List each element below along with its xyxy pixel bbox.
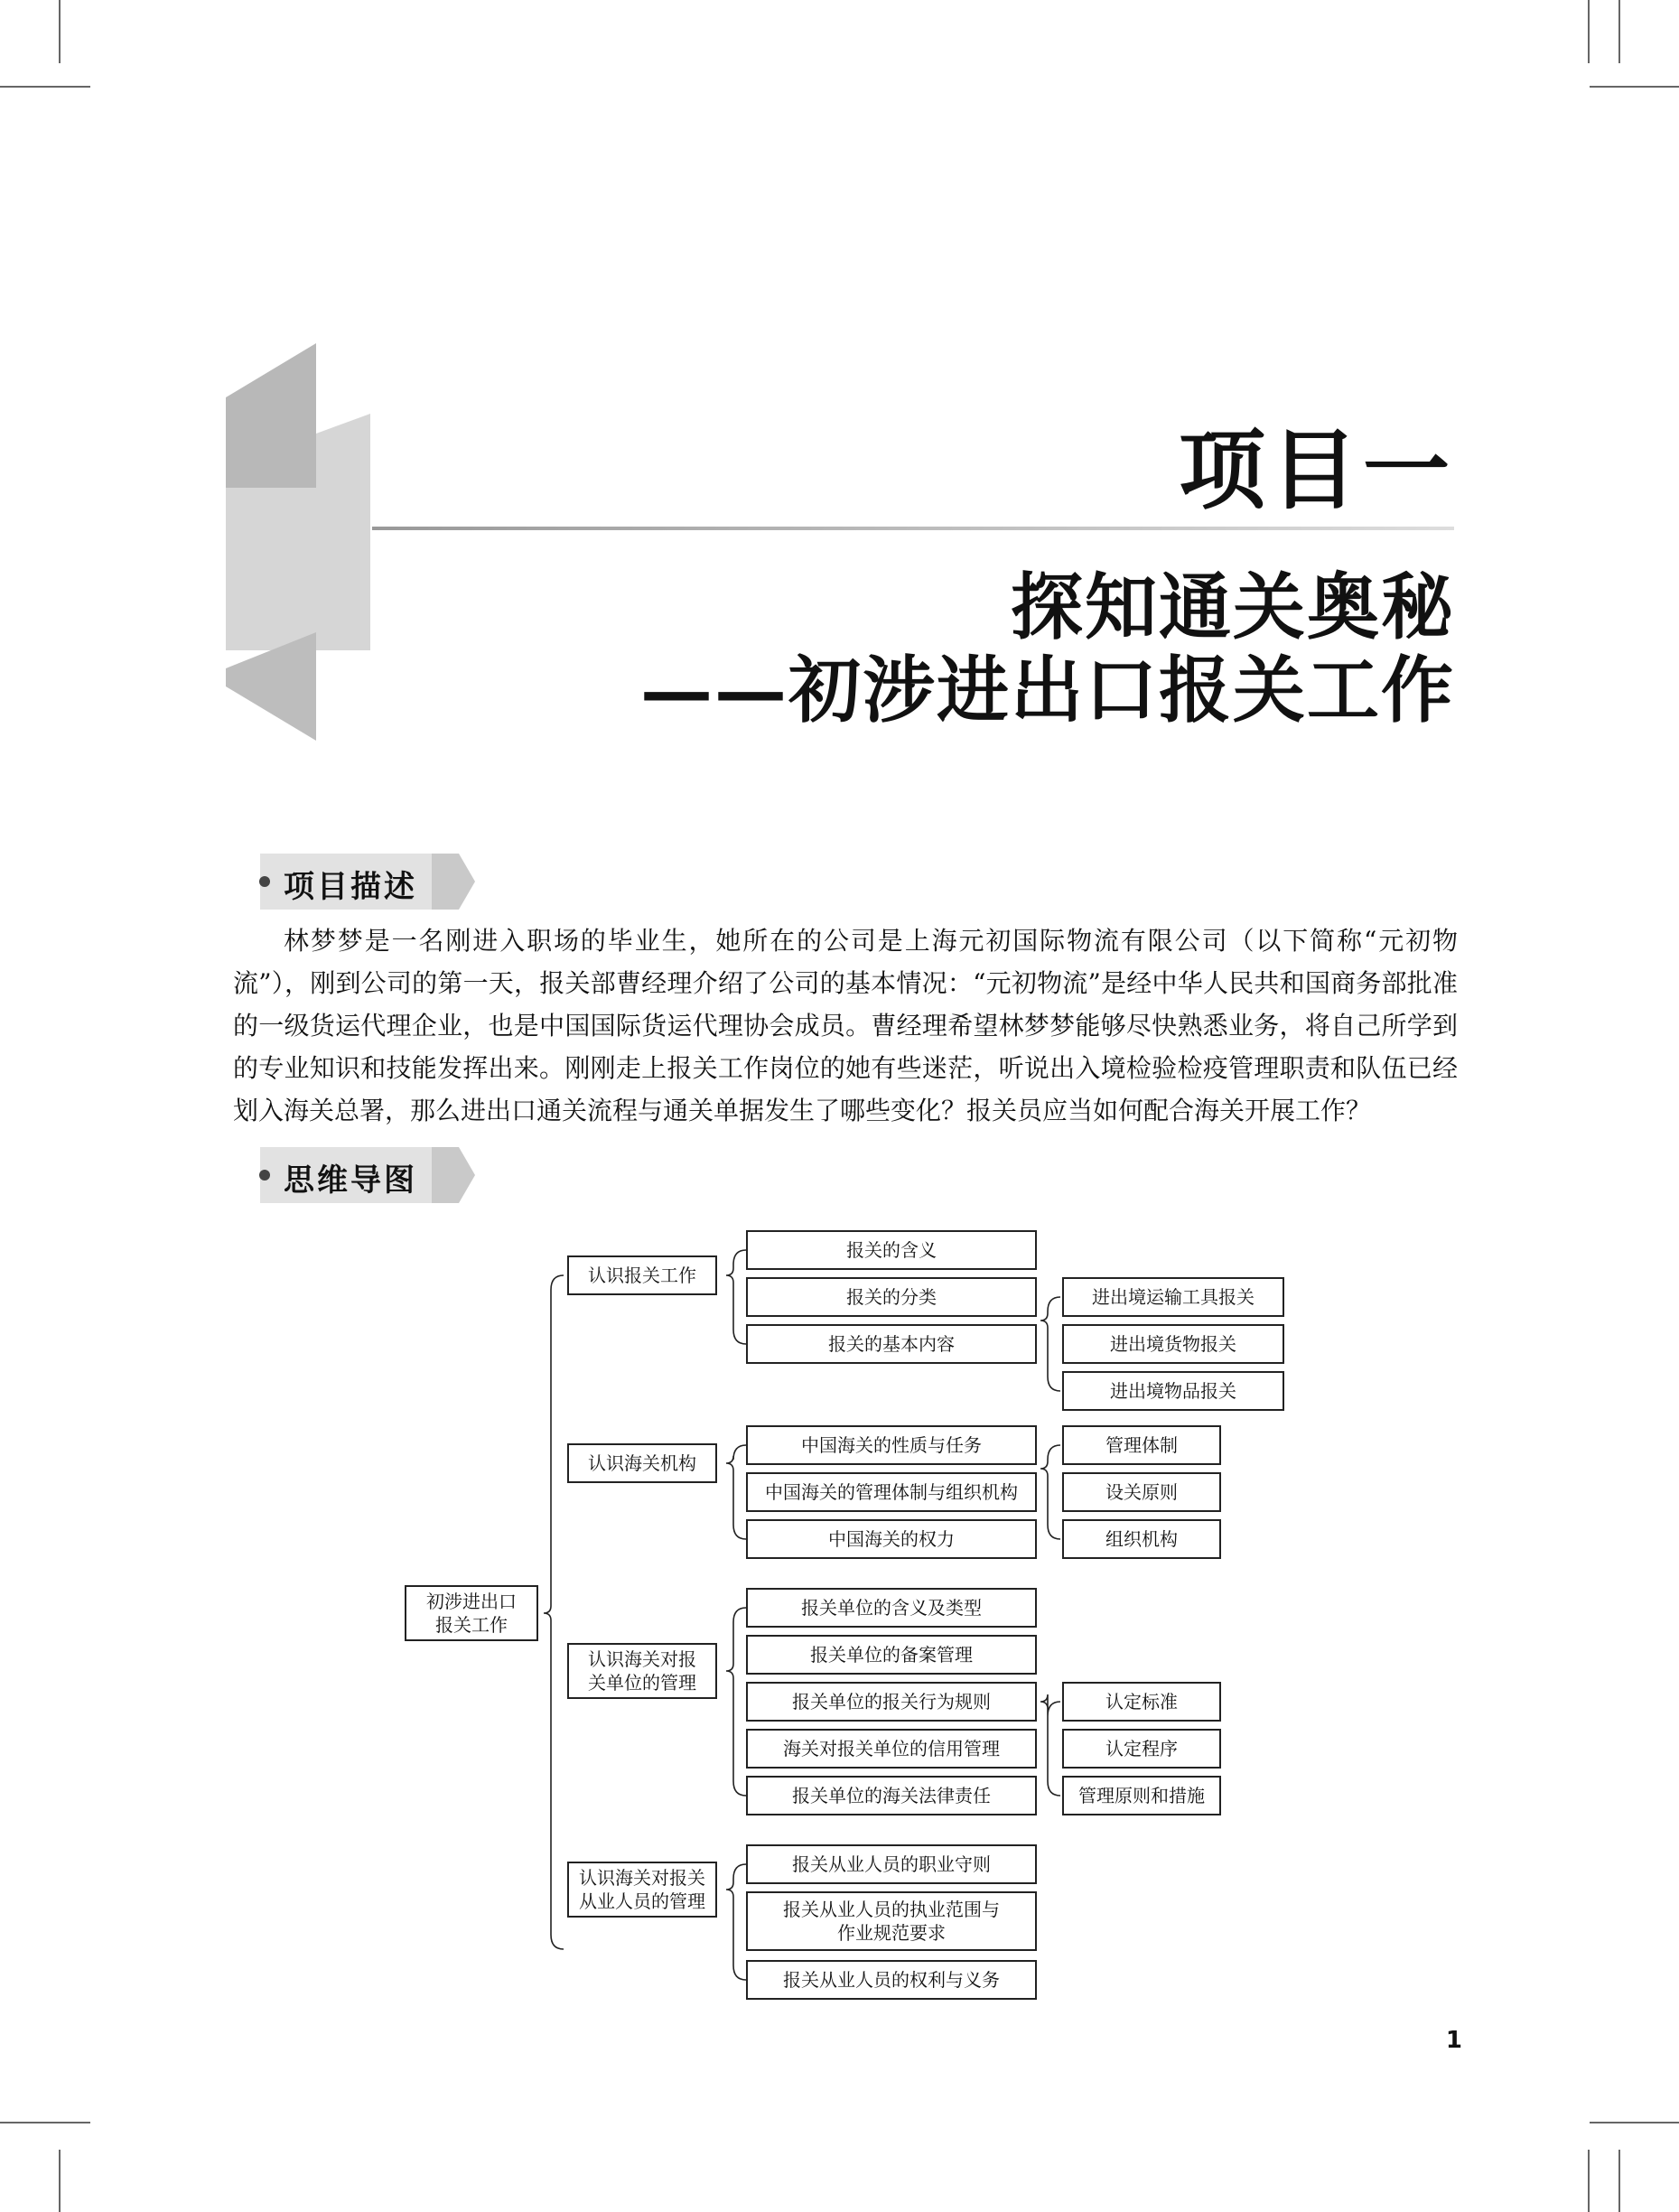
mindmap-child-node: 报关的含义 xyxy=(746,1230,1037,1270)
project-number: 项目一 xyxy=(1179,419,1455,521)
mindmap-child-node: 报关从业人员的权利与义务 xyxy=(746,1960,1037,2000)
section-heading-description: 项目描述 xyxy=(284,869,417,905)
page-number: 1 xyxy=(1445,2027,1462,2054)
bracket-connector xyxy=(726,1445,746,1539)
mindmap-child-node: 报关从业人员的职业守则 xyxy=(746,1844,1037,1884)
mindmap-child-node: 中国海关的性质与任务 xyxy=(746,1425,1037,1465)
bracket-connector xyxy=(726,1864,746,1980)
mindmap-branch-node: 认识海关对报关 从业人员的管理 xyxy=(567,1862,717,1918)
mindmap-detail-node: 认定程序 xyxy=(1062,1729,1221,1769)
mindmap-detail-node: 管理原则和措施 xyxy=(1062,1776,1221,1815)
mindmap-child-node: 中国海关的管理体制与组织机构 xyxy=(746,1472,1037,1512)
bracket-connector xyxy=(1040,1445,1060,1539)
mindmap-detail-node: 组织机构 xyxy=(1062,1519,1221,1559)
bracket-connector xyxy=(1040,1297,1060,1391)
project-title-line1: 探知通关奥秘 xyxy=(1011,565,1455,649)
mindmap-branch-node: 认识海关机构 xyxy=(567,1443,717,1483)
mindmap-child-node: 报关从业人员的执业范围与 作业规范要求 xyxy=(746,1891,1037,1951)
bracket-connector xyxy=(1040,1694,1060,1796)
mindmap-detail-node: 进出境物品报关 xyxy=(1062,1371,1284,1411)
mindmap-child-node: 报关单位的备案管理 xyxy=(746,1635,1037,1675)
mindmap-child-node: 报关的基本内容 xyxy=(746,1324,1037,1364)
description-paragraph: 林梦梦是一名刚进入职场的毕业生，她所在的公司是上海元初国际物流有限公司（以下简称“元初物流”），刚到公司的第一天，报关部曹经理介绍了公司的基本情况：“元初物流”是经中华人民共和国商务部批准的一级货运代理企业，也是中国国际货运代理协会成员。曹经理希望林梦梦能够尽快熟悉业务，将自己所学到的专业知识和技能发挥出来。刚刚走上报关工作岗位的她有些迷茫，听说出入境检验检疫管理职责和队伍已经划入海关总署，那么进出口通关流程与通关单据发生了哪些变化？报关员应当如何配合海关开展工作？ xyxy=(233,926,1458,1125)
section-heading-mindmap: 思维导图 xyxy=(284,1162,417,1199)
mindmap-detail-node: 认定标准 xyxy=(1062,1682,1221,1722)
mindmap-detail-node: 进出境货物报关 xyxy=(1062,1324,1284,1364)
mindmap-child-node: 中国海关的权力 xyxy=(746,1519,1037,1559)
mindmap-detail-node: 管理体制 xyxy=(1062,1425,1221,1465)
mindmap-child-node: 报关的分类 xyxy=(746,1277,1037,1317)
mindmap-detail-node: 设关原则 xyxy=(1062,1472,1221,1512)
mindmap-root-node: 初涉进出口 报关工作 xyxy=(405,1585,538,1641)
mindmap-branch-node: 认识海关对报 关单位的管理 xyxy=(567,1643,717,1699)
mindmap-branch-node: 认识报关工作 xyxy=(567,1255,717,1295)
mindmap-detail-node: 进出境运输工具报关 xyxy=(1062,1277,1284,1317)
mindmap-child-node: 海关对报关单位的信用管理 xyxy=(746,1729,1037,1769)
bracket-connector xyxy=(726,1250,746,1344)
mindmap-child-node: 报关单位的海关法律责任 xyxy=(746,1776,1037,1815)
bracket-connector xyxy=(544,1275,564,1949)
mindmap-child-node: 报关单位的含义及类型 xyxy=(746,1588,1037,1628)
bracket-connector xyxy=(726,1608,746,1796)
mindmap-child-node: 报关单位的报关行为规则 xyxy=(746,1682,1037,1722)
project-title-line2: ——初涉进出口报关工作 xyxy=(640,648,1455,733)
